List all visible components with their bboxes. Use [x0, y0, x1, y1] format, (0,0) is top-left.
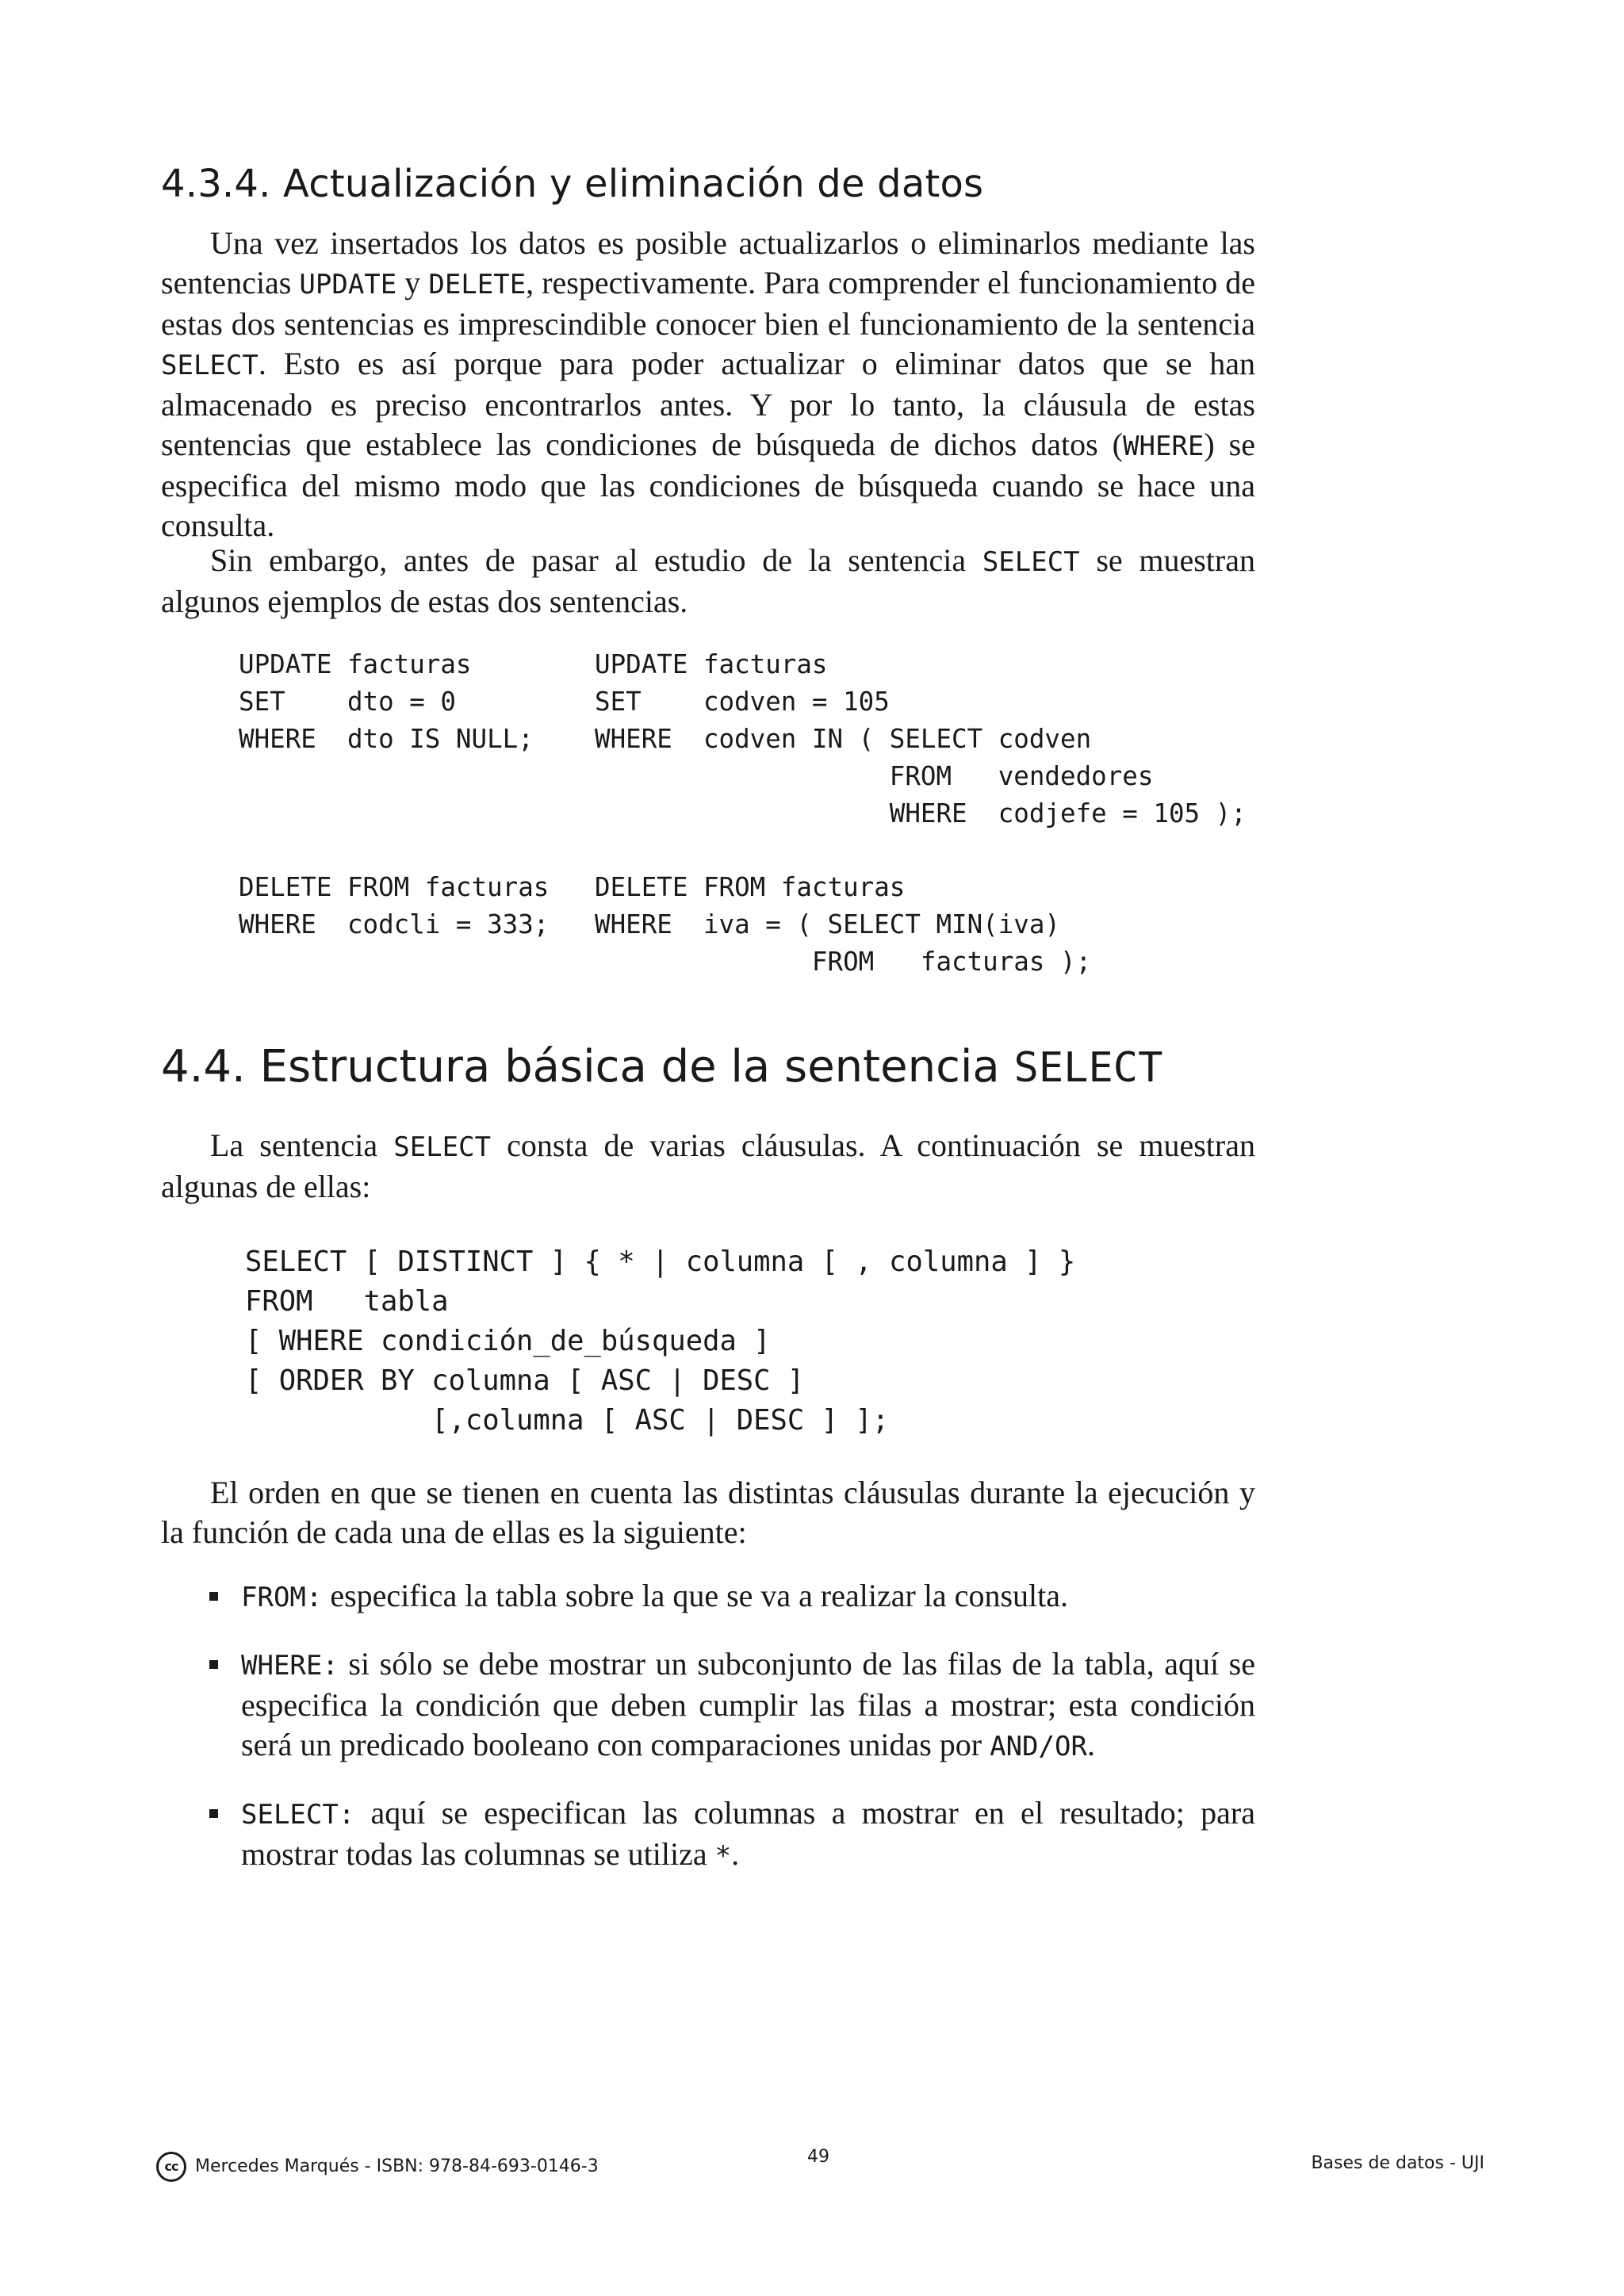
- page-number: 49: [807, 2147, 829, 2167]
- creative-commons-icon: cc: [156, 2152, 186, 2182]
- clause-order-paragraph: El orden en que se tienen en cuenta las distintas cláusulas durante la ejecución y la función de cada una de ellas es la siguiente:: [161, 1475, 1255, 1550]
- page-footer: [0, 2141, 1624, 2188]
- section-heading-code: SELECT: [1013, 1044, 1163, 1092]
- code-update-example-2: UPDATE facturas SET codven = 105 WHERE codven IN ( SELECT codven FROM vendedores WHERE codjefe = 105 );: [595, 649, 1247, 828]
- intro-paragraph: Una vez insertados los datos es posible actualizarlos o eliminarlos mediante las sentencias UPDATE y DELETE, respectivamente. Para comprender el funcionamiento de estas dos sentencias es imprescindible conocer bien el funcionamiento de la sentencia SELECT. Esto es así porque para poder actualizar o eliminar datos que se han almacenado es preciso encontrarlos antes. Y por lo tanto, la cláusula de estas sentencias que establece las condiciones de búsqueda de dichos datos (WHERE) se especifica del mismo modo que las condiciones de búsqueda cuando se hace una consulta.: [161, 225, 1256, 543]
- section-heading: 4.4. Estructura básica de la sentencia SELECT: [161, 1041, 1163, 1093]
- bullet-square-icon: [209, 1660, 218, 1669]
- list-item-where: WHERE: si sólo se debe mostrar un subconjunto de las filas de la tabla, aquí se especifica la condición que deben cumplir las filas a mostrar; esta condición será un predicado booleano con comparaciones unidas por AND/OR.: [206, 1644, 1255, 1766]
- list-item-from: FROM: especifica la tabla sobre la que se va a realizar la consulta.: [206, 1576, 1255, 1617]
- code-update-example-1: UPDATE facturas SET dto = 0 WHERE dto IS NULL;: [239, 649, 534, 754]
- examples-paragraph: Sin embargo, antes de pasar al estudio de la sentencia SELECT se muestran algunos ejemplos de estas dos sentencias.: [161, 542, 1255, 619]
- inline-code-where: WHERE: [1123, 430, 1205, 462]
- select-intro-paragraph: La sentencia SELECT consta de varias cláusulas. A continuación se muestran algunas de ellas:: [161, 1127, 1255, 1204]
- footer-author-isbn: Mercedes Marqués - ISBN: 978-84-693-0146-3: [195, 2156, 599, 2176]
- code-delete-example-1: DELETE FROM facturas WHERE codcli = 333;: [239, 872, 550, 939]
- inline-code-select: SELECT: [982, 546, 1080, 578]
- inline-code-select: SELECT: [161, 350, 259, 381]
- inline-code-select: SELECT: [393, 1131, 492, 1163]
- clause-list: [206, 1576, 1255, 1903]
- code-delete-example-2: DELETE FROM facturas WHERE iva = ( SELECT MIN(iva) FROM facturas );: [595, 872, 1092, 977]
- list-item-select: SELECT: aquí se especifican las columnas a mostrar en el resultado; para mostrar todas las columnas se utiliza *.: [206, 1793, 1255, 1876]
- inline-code-delete: DELETE: [428, 269, 527, 300]
- bullet-square-icon: [209, 1809, 218, 1818]
- bullet-square-icon: [209, 1592, 218, 1601]
- select-syntax-block: SELECT [ DISTINCT ] { * | columna [ , columna ] } FROM tabla [ WHERE condición_de_búsqueda ] [ ORDER BY columna [ ASC | DESC ] [,columna [ ASC | DESC ] ];: [245, 1246, 1076, 1437]
- subsection-heading: 4.3.4. Actualización y eliminación de datos: [161, 162, 984, 206]
- footer-book-title: Bases de datos - UJI: [1311, 2153, 1484, 2173]
- inline-code-update: UPDATE: [299, 269, 397, 300]
